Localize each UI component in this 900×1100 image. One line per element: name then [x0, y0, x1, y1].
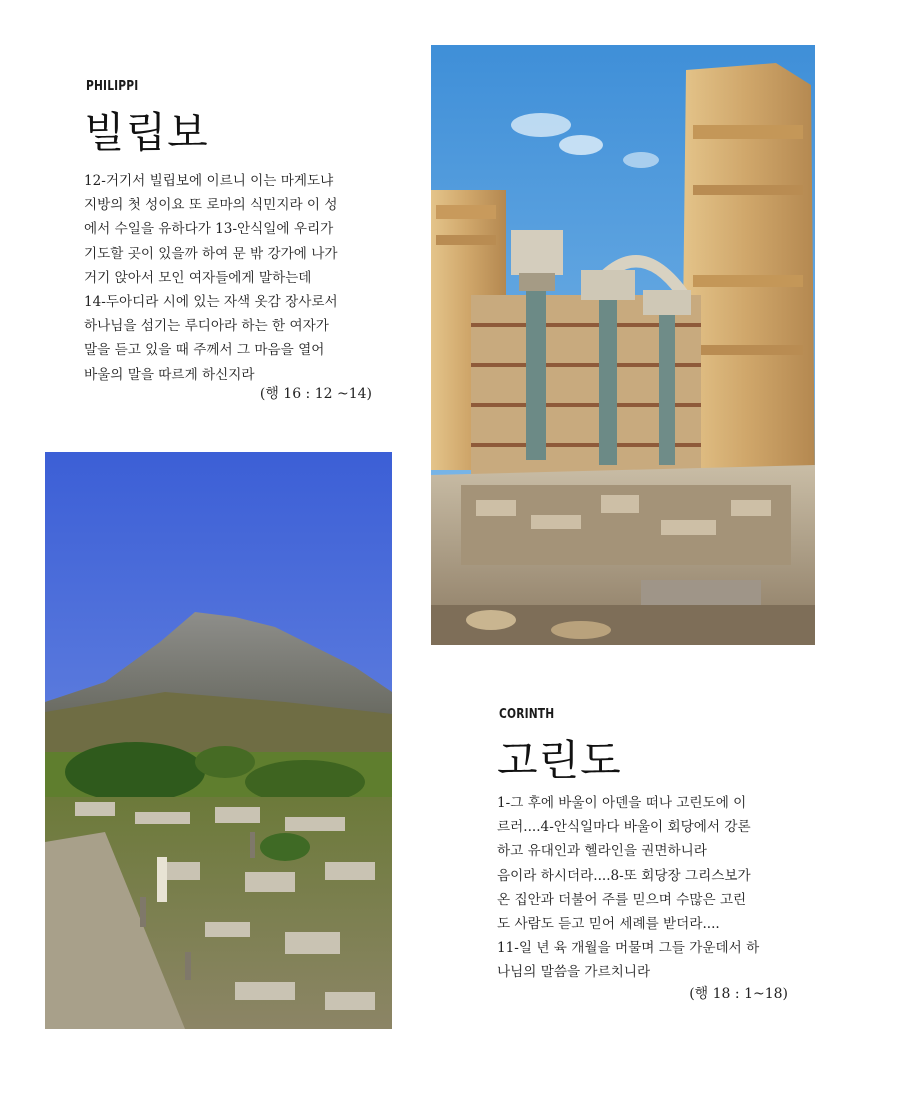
philippi-body: 12-거기서 빌립보에 이르니 이는 마게도냐 지방의 첫 성이요 또 로마의 식민지라 이 성 에서 수일을 유하다가 13-안식일에 우리가 기도할 곳이 있을까 하여 문 밖 강가에 나가 거기 앉아서 모인 여자들에게 말하는데 14-두아디라 시에 있는 자색 옷감 장사로서 하나님을 섬기는 루디아라 하는 한 여자가 말을 듣고 있을 때 주께서 그 마음을 열어 바울의 말을 따르게 하신지라 [84, 173, 338, 383]
philippi-label: PHILIPPI [86, 79, 139, 94]
corinth-label: CORINTH [499, 707, 555, 722]
corinth-mountain-photo [45, 452, 392, 1029]
corinth-title: 고린도 [497, 736, 622, 785]
philippi-ruins-photo [431, 45, 815, 645]
corinth-reference: (행 18 : 1~18) [689, 986, 788, 1002]
philippi-reference: (행 16 : 12 ~14) [259, 386, 372, 402]
corinth-body: 1-그 후에 바울이 아덴을 떠나 고린도에 이 르러....4-안식일마다 바울이 회당에서 강론 하고 유대인과 헬라인을 권면하니라 음이라 하시더라....8-또 회당장 그리스보가 온 집안과 더불어 주를 믿으며 수많은 고린 도 사람도 듣고 믿어 세례를 받더라.... 11-일 년 육 개월을 머물며 그들 가운데서 하 나님의 말씀을 가르치니라 [497, 795, 760, 981]
philippi-title: 빌립보 [84, 108, 209, 157]
